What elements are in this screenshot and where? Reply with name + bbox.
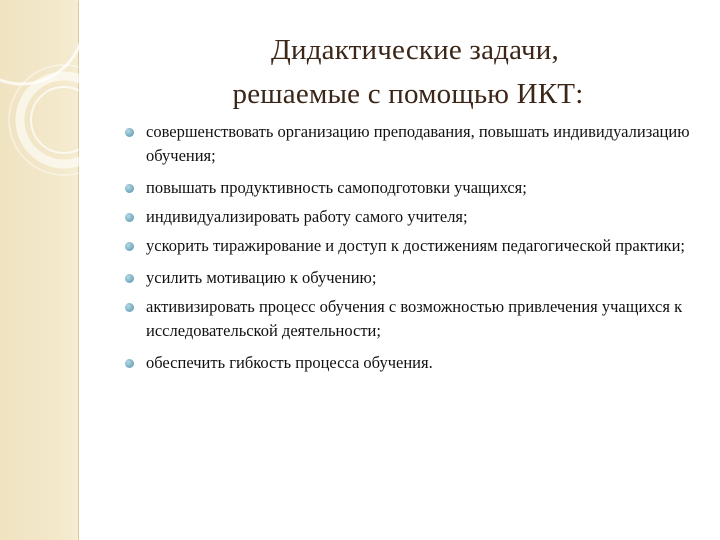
- bullet-dot-icon: [125, 303, 134, 312]
- side-panel-divider: [78, 0, 79, 540]
- list-item: [125, 176, 695, 200]
- list-item-text: индивидуализировать работу самого учителя;: [146, 207, 468, 226]
- list-item-text: ускорить тиражирование и доступ к достижениям педагогической практики;: [146, 236, 685, 255]
- decorative-side-panel: [0, 0, 78, 540]
- list-item: [125, 120, 695, 168]
- task-list: [125, 120, 695, 380]
- bullet-dot-icon: [125, 128, 134, 137]
- title-line-2: решаемые с помощью ИКТ:: [232, 78, 584, 110]
- bullet-dot-icon: [125, 242, 134, 251]
- list-item-text: активизировать процесс обучения с возможностью привлечения учащихся к исследовательской деятельности;: [146, 297, 683, 340]
- slide-title: [180, 28, 650, 116]
- bullet-dot-icon: [125, 213, 134, 222]
- list-item-text: совершенствовать организацию преподавания, повышать индивидуализацию обучения;: [146, 122, 690, 165]
- list-item-text: обеспечить гибкость процесса обучения.: [146, 353, 433, 372]
- bullet-dot-icon: [125, 359, 134, 368]
- list-item: [125, 266, 695, 290]
- list-item: [125, 234, 695, 258]
- bullet-dot-icon: [125, 274, 134, 283]
- title-line-1: Дидактические задачи,: [271, 34, 559, 66]
- list-item-text: усилить мотивацию к обучению;: [146, 268, 377, 287]
- list-item: [125, 351, 695, 375]
- list-item: [125, 205, 695, 229]
- list-item: [125, 295, 695, 343]
- list-item-text: повышать продуктивность самоподготовки учащихся;: [146, 178, 527, 197]
- bullet-dot-icon: [125, 184, 134, 193]
